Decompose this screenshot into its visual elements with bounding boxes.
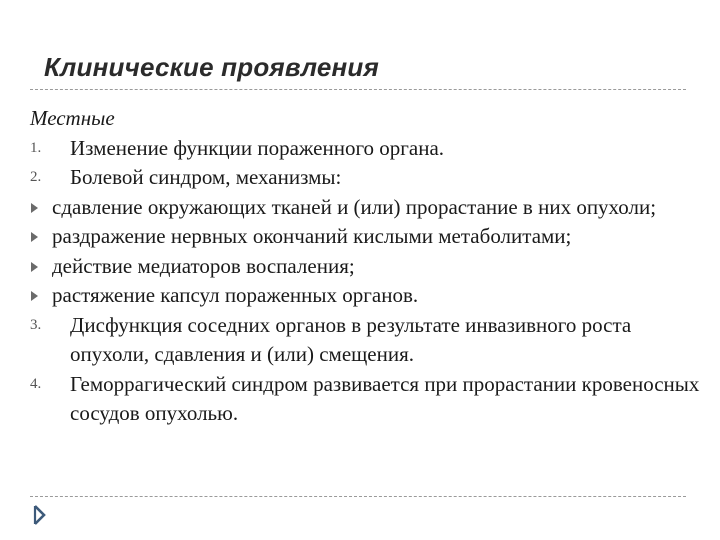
bullet-item [30,222,702,252]
list-item-text: Дисфункция соседних органов в результате инвазивного роста опухоли, сдавления и (или) смещения. [70,312,632,366]
triangle-right-icon [31,203,38,213]
triangle-right-icon [31,262,38,272]
zigzag-mark-icon [32,504,50,526]
list-item-text: Изменение функции пораженного органа. [70,135,445,160]
list-item [30,134,702,164]
list-number: 3. [30,316,42,333]
bullet-item-text: растяжение капсул пораженных органов. [52,283,419,307]
slide-title: Клинические проявления [44,52,380,82]
bullet-item [30,193,702,223]
slide-content [30,104,702,429]
bullet-item [30,252,702,282]
list-item [30,163,702,193]
list-item [30,311,702,370]
bullet-item-text: раздражение нервных окончаний кислыми метаболитами; [52,224,572,248]
list-number: 2. [30,169,42,185]
list-number: 1. [30,139,42,156]
list-item [30,370,702,429]
footer-divider [30,496,686,497]
list-number: 4. [30,375,42,392]
title-divider [30,89,686,90]
bullet-item-text: сдавление окружающих тканей и (или) прорастание в них опухоли; [52,194,657,219]
triangle-right-icon [31,291,38,301]
list-item-text: Болевой синдром, механизмы: [70,165,342,189]
bullet-item-text: действие медиаторов воспаления; [52,253,355,278]
bullet-item [30,281,702,311]
subheading: Местные [30,106,115,130]
triangle-right-icon [31,232,38,242]
list-item-text: Геморрагический синдром развивается при прорастании кровеносных сосудов опухолью. [70,371,700,425]
